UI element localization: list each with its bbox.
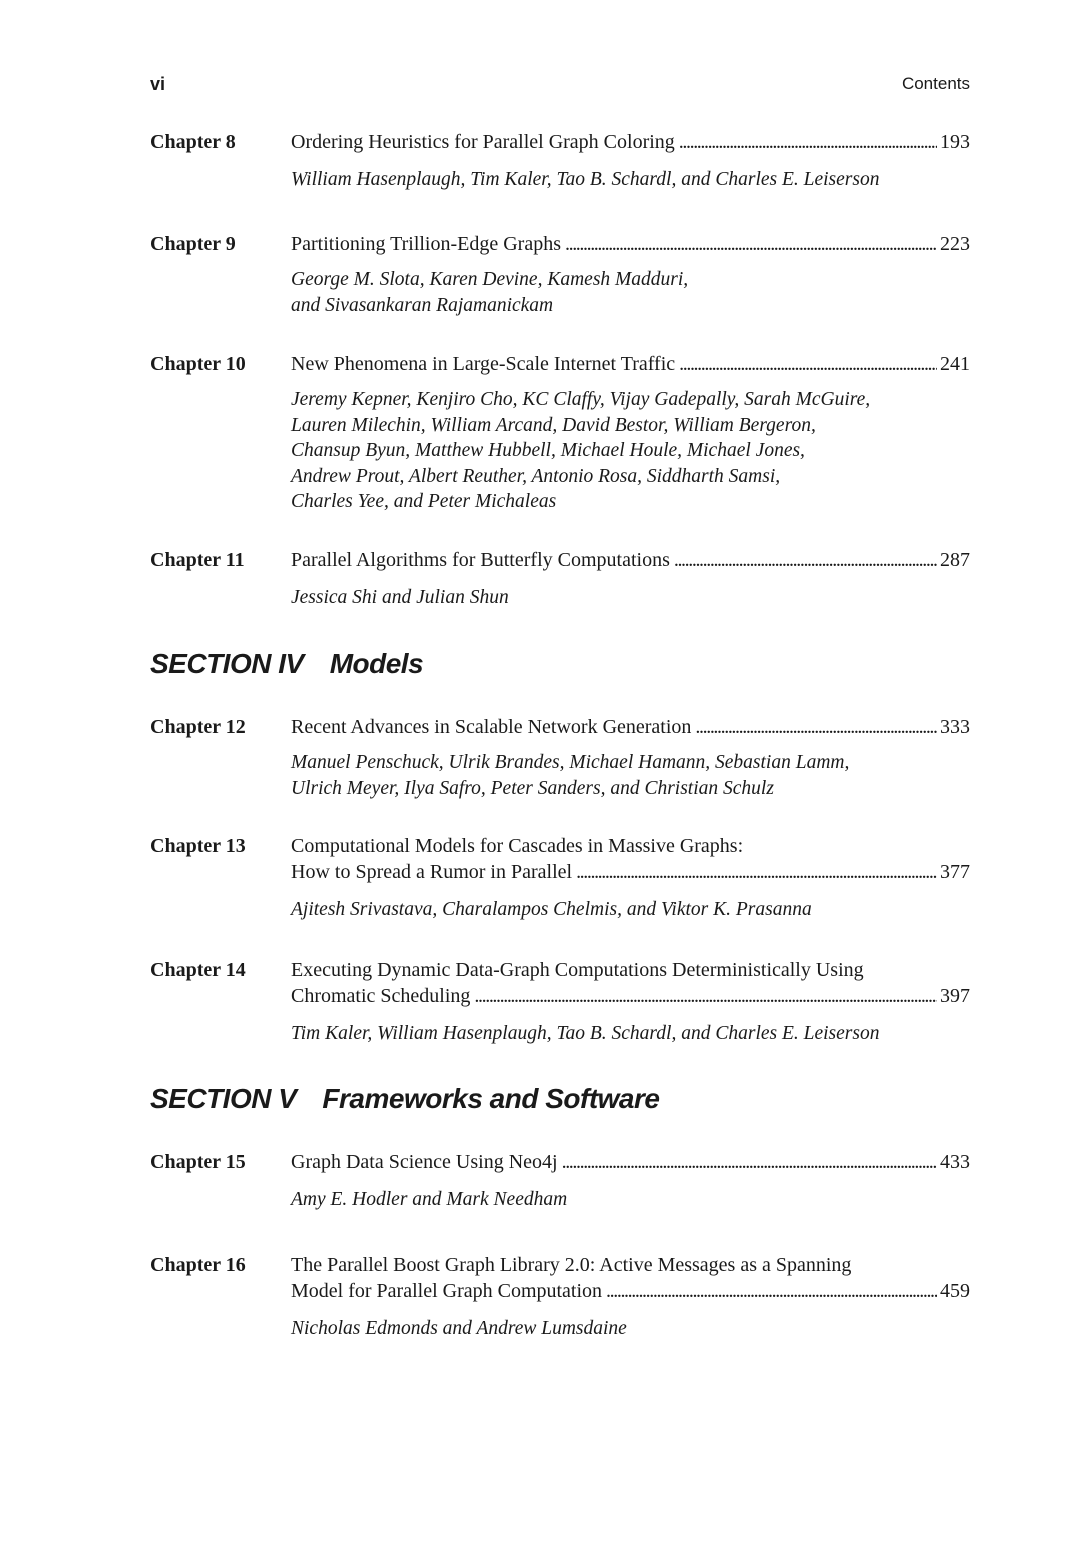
- dot-leader: [474, 983, 937, 1009]
- chapter-title: How to Spread a Rumor in Parallel: [291, 861, 573, 883]
- dot-leader: [679, 129, 937, 155]
- chapter-authors: [291, 585, 970, 611]
- chapter-authors: [291, 1316, 970, 1342]
- page-number: 377: [940, 861, 970, 883]
- section-heading-iv: [150, 647, 423, 681]
- dot-leader: [674, 547, 937, 573]
- dot-leader: [679, 351, 937, 377]
- page-number: 333: [940, 716, 970, 738]
- section-title: Models: [329, 648, 424, 679]
- dot-leader: [562, 1149, 937, 1175]
- chapter-title: Model for Parallel Graph Computation: [291, 1280, 603, 1302]
- section-number: SECTION V: [150, 1083, 297, 1114]
- chapter-title-line[interactable]: [291, 1278, 970, 1304]
- chapter-title-line[interactable]: [291, 547, 970, 573]
- chapter-title: Executing Dynamic Data-Graph Computations Deterministically Using: [291, 959, 864, 981]
- chapter-title: Partitioning Trillion-Edge Graphs: [291, 233, 561, 255]
- author-line: Nicholas Edmonds and Andrew Lumsdaine: [291, 1318, 627, 1339]
- dot-leader: [565, 231, 937, 257]
- chapter-title-line[interactable]: [291, 957, 970, 983]
- author-line: Charles Yee, and Peter Michaleas: [291, 491, 557, 512]
- author-line: Amy E. Hodler and Mark Needham: [291, 1189, 568, 1210]
- chapter-title-line[interactable]: [291, 1149, 970, 1175]
- dot-leader: [576, 859, 937, 885]
- page-number: 223: [940, 233, 970, 255]
- author-line: Manuel Penschuck, Ulrik Brandes, Michael Hamann, Sebastian Lamm,: [291, 752, 850, 773]
- section-number: SECTION IV: [150, 648, 304, 679]
- chapter-label: Chapter 11: [150, 549, 245, 571]
- author-line: Jeremy Kepner, Kenjiro Cho, KC Claffy, Vijay Gadepally, Sarah McGuire,: [291, 389, 871, 410]
- dot-leader: [606, 1278, 937, 1304]
- chapter-title-line[interactable]: [291, 714, 970, 740]
- author-line: and Sivasankaran Rajamanickam: [291, 294, 554, 316]
- chapter-title: Computational Models for Cascades in Massive Graphs:: [291, 835, 744, 857]
- page-number: 241: [940, 353, 970, 375]
- chapter-title-line[interactable]: [291, 833, 970, 859]
- page-folio: vi: [150, 74, 166, 94]
- chapter-label: Chapter 13: [150, 835, 246, 857]
- chapter-title-line[interactable]: [291, 859, 970, 885]
- chapter-title: New Phenomena in Large-Scale Internet Traffic: [291, 353, 676, 375]
- chapter-title: Graph Data Science Using Neo4j: [291, 1151, 558, 1173]
- author-line: Ulrich Meyer, Ilya Safro, Peter Sanders, and Christian Schulz: [291, 777, 774, 799]
- chapter-authors: [291, 167, 970, 193]
- page-number: 459: [940, 1280, 970, 1302]
- chapter-label: Chapter 14: [150, 959, 246, 981]
- chapter-label: Chapter 8: [150, 131, 236, 153]
- chapter-authors: [291, 267, 970, 318]
- chapter-label: Chapter 15: [150, 1151, 246, 1173]
- chapter-title: Chromatic Scheduling: [291, 985, 471, 1007]
- chapter-label: Chapter 12: [150, 716, 246, 738]
- chapter-title: Ordering Heuristics for Parallel Graph Coloring: [291, 131, 675, 153]
- chapter-authors: [291, 1021, 970, 1047]
- dot-leader: [695, 714, 937, 740]
- chapter-authors: [291, 750, 970, 801]
- chapter-authors: [291, 1187, 970, 1213]
- chapter-title: Parallel Algorithms for Butterfly Computations: [291, 549, 670, 571]
- author-line: Tim Kaler, William Hasenplaugh, Tao B. Schardl, and Charles E. Leiserson: [291, 1023, 880, 1044]
- chapter-title-line[interactable]: [291, 1252, 970, 1278]
- running-title: Contents: [901, 74, 970, 93]
- chapter-title-line[interactable]: [291, 983, 970, 1009]
- author-line: Lauren Milechin, William Arcand, David Bestor, William Bergeron,: [291, 414, 816, 436]
- chapter-title: The Parallel Boost Graph Library 2.0: Active Messages as a Spanning: [291, 1254, 852, 1276]
- section-title: Frameworks and Software: [322, 1083, 660, 1114]
- author-line: Chansup Byun, Matthew Hubbell, Michael Houle, Michael Jones,: [291, 440, 805, 461]
- running-head: [150, 74, 970, 100]
- chapter-label: Chapter 10: [150, 353, 246, 375]
- page-number: 287: [940, 549, 970, 571]
- section-heading-v: [150, 1082, 659, 1116]
- author-line: Ajitesh Srivastava, Charalampos Chelmis, and Viktor K. Prasanna: [291, 899, 812, 920]
- chapter-label: Chapter 9: [150, 233, 236, 255]
- chapter-title: Recent Advances in Scalable Network Generation: [291, 716, 692, 738]
- chapter-title-line[interactable]: [291, 231, 970, 257]
- chapter-title-line[interactable]: [291, 351, 970, 377]
- chapter-label: Chapter 16: [150, 1254, 246, 1276]
- chapter-authors: [291, 387, 970, 515]
- author-line: Andrew Prout, Albert Reuther, Antonio Rosa, Siddharth Samsi,: [291, 465, 781, 487]
- author-line: William Hasenplaugh, Tim Kaler, Tao B. Schardl, and Charles E. Leiserson: [291, 169, 880, 190]
- author-line: George M. Slota, Karen Devine, Kamesh Madduri,: [291, 269, 689, 290]
- page-number: 397: [940, 985, 970, 1007]
- chapter-authors: [291, 897, 970, 923]
- chapter-title-line[interactable]: [291, 129, 970, 155]
- page-number: 433: [940, 1151, 970, 1173]
- author-line: Jessica Shi and Julian Shun: [291, 587, 509, 608]
- page-number: 193: [940, 131, 970, 153]
